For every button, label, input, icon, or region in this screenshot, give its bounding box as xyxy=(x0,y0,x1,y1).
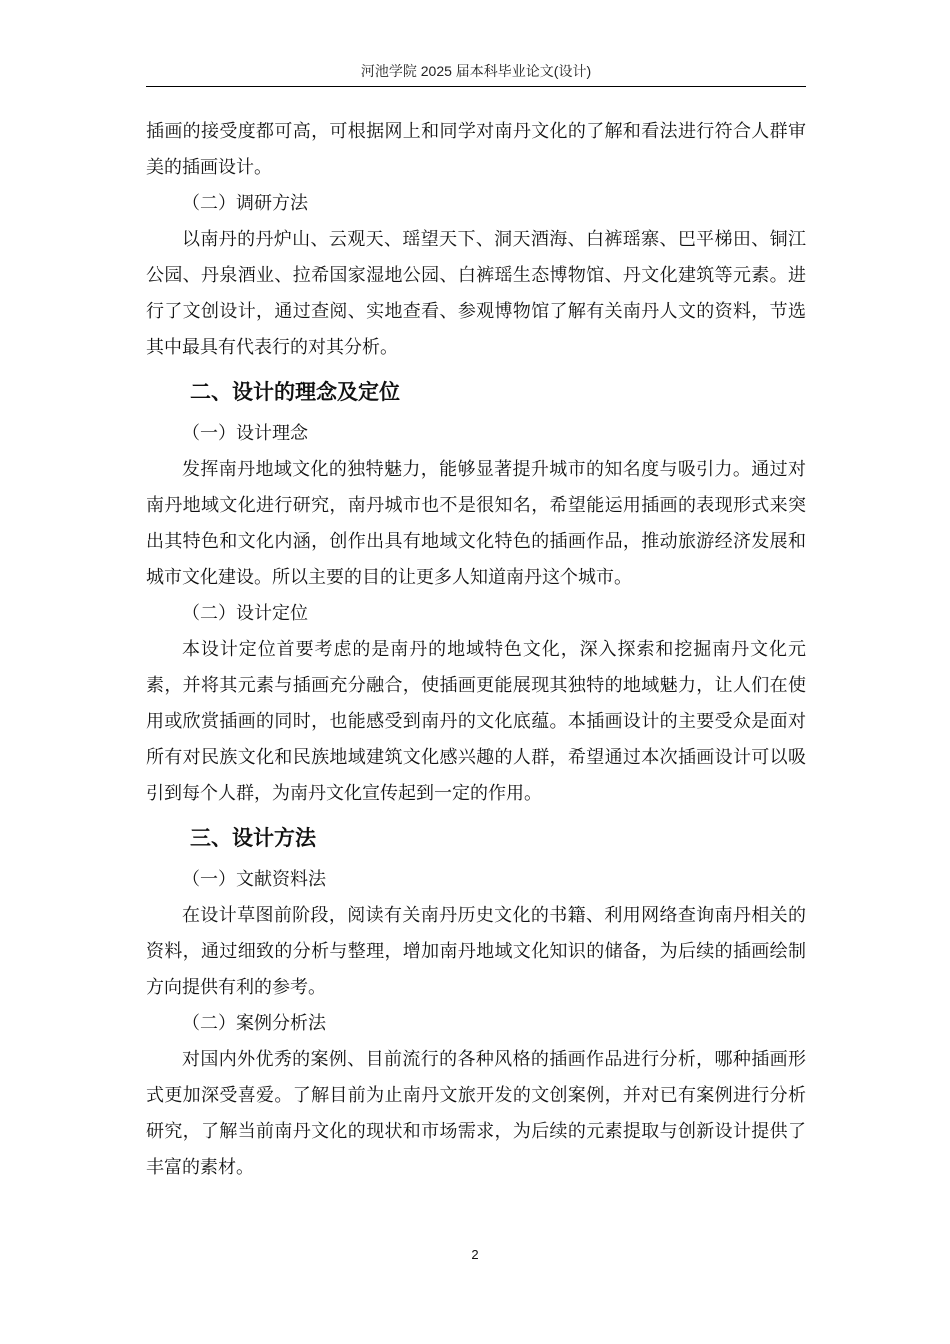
running-header: 河池学院 2025 届本科毕业论文(设计) xyxy=(360,63,592,79)
subheading-design-positioning: （二）设计定位 xyxy=(182,603,308,624)
page-body xyxy=(146,114,806,1186)
paragraph-design-positioning: 本设计定位首要考虑的是南丹的地域特色文化，深入探索和挖掘南丹文化元素，并将其元素与插画充分融合，使插画更能展现其独特的地域魅力，让人们在使用或欣赏插画的同时，也能感受到南丹的文化底蕴。本插画设计的主要受众是面对所有对民族文化和民族地域建筑文化感兴趣的人群，希望通过本次插画设计可以吸引到每个人群，为南丹文化宣传起到一定的作用。 xyxy=(146,639,806,804)
paragraph-continued: 插画的接受度都可高，可根据网上和同学对南丹文化的了解和看法进行符合人群审美的插画设计。 xyxy=(146,121,806,178)
heading-design-concept-positioning: 二、设计的理念及定位 xyxy=(190,380,400,404)
paragraph-design-concept: 发挥南丹地域文化的独特魅力，能够显著提升城市的知名度与吸引力。通过对南丹地域文化进行研究，南丹城市也不是很知名，希望能运用插画的表现形式来突出其特色和文化内涵，创作出具有地域文化特色的插画作品，推动旅游经济发展和城市文化建设。所以主要的目的让更多人知道南丹这个城市。 xyxy=(146,459,806,588)
paragraph-literature-method: 在设计草图前阶段，阅读有关南丹历史文化的书籍、利用网络查询南丹相关的资料，通过细致的分析与整理，增加南丹地域文化知识的储备，为后续的插画绘制方向提供有利的参考。 xyxy=(146,905,806,998)
paragraph-case-analysis: 对国内外优秀的案例、目前流行的各种风格的插画作品进行分析，哪种插画形式更加深受喜爱。了解目前为止南丹文旅开发的文创案例，并对已有案例进行分析研究，了解当前南丹文化的现状和市场需求，为后续的元素提取与创新设计提供了丰富的素材。 xyxy=(146,1049,806,1178)
subheading-case-analysis: （二）案例分析法 xyxy=(182,1013,326,1034)
paragraph-research-method: 以南丹的丹炉山、云观天、瑶望天下、洞天酒海、白裤瑶寨、巴平梯田、铜江公园、丹泉酒业、拉希国家湿地公园、白裤瑶生态博物馆、丹文化建筑等元素。进行了文创设计，通过查阅、实地查看、参观博物馆了解有关南丹人文的资料，节选其中最具有代表行的对其分析。 xyxy=(146,229,806,358)
subheading-design-concept: （一）设计理念 xyxy=(182,423,308,444)
subheading-research-method: （二）调研方法 xyxy=(182,193,308,214)
heading-design-method: 三、设计方法 xyxy=(190,826,316,850)
header-rule xyxy=(146,86,806,87)
page-number: 2 xyxy=(471,1247,479,1262)
subheading-literature-method: （一）文献资料法 xyxy=(182,869,326,890)
